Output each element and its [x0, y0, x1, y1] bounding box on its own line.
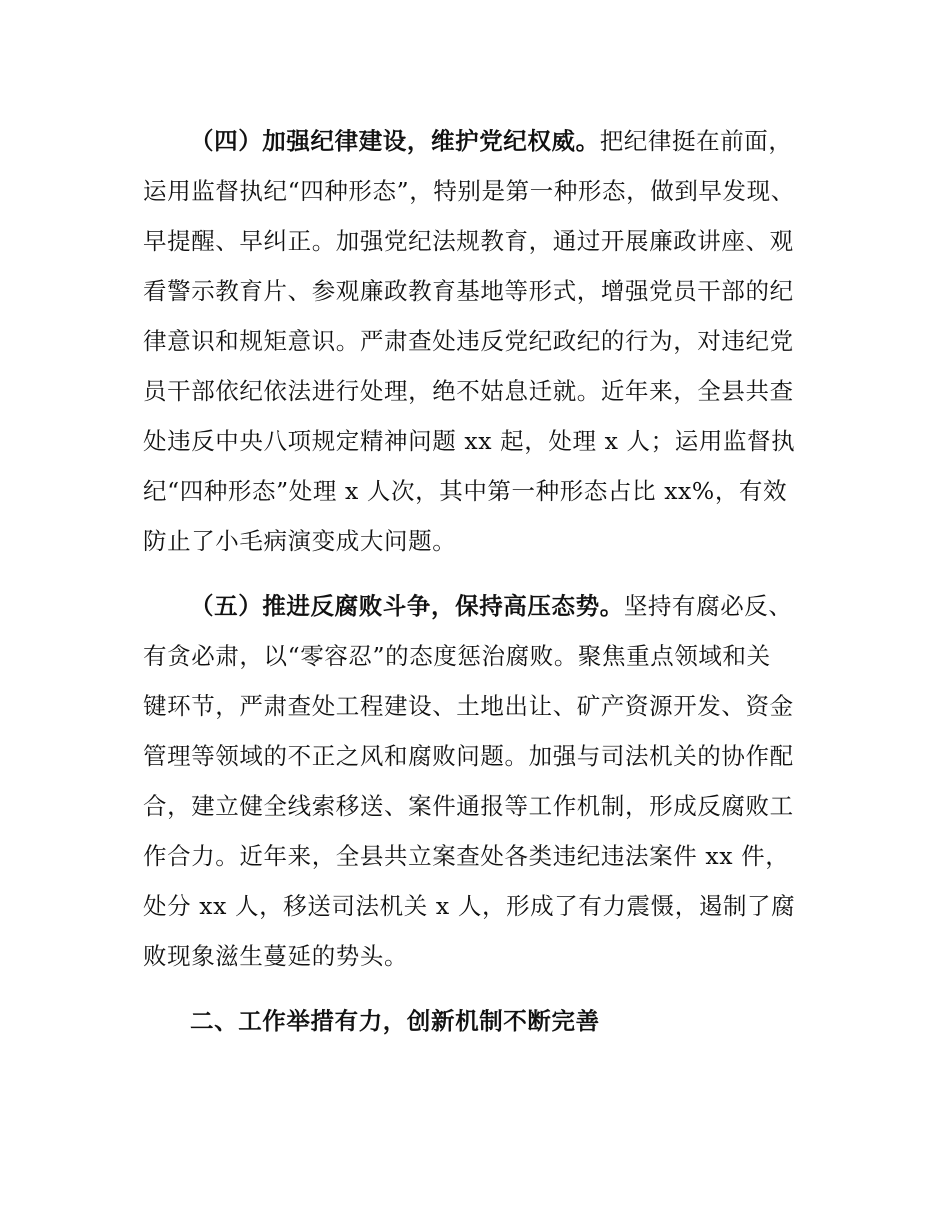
section4-text-line-7: 处违反中央八项规定精神问题 xx 起，处理 x 人；运用监督执: [143, 427, 796, 455]
section5-first-line: [190, 592, 793, 620]
section5-text-line-5: 合，建立健全线索移送、案件通报等工作机制，形成反腐败工: [143, 792, 794, 820]
section4-text-line-3: 早提醒、早纠正。加强党纪法规教育，通过开展廉政讲座、观: [143, 227, 794, 255]
section5-text-line-3: 键环节，严肃查处工程建设、土地出让、矿产资源开发、资金: [143, 692, 794, 720]
section4-text-line-8: 纪“四种形态”处理 x 人次，其中第一种形态占比 xx%，有效: [143, 477, 788, 505]
section4-text-line-9: 防止了小毛病演变成大问题。: [143, 527, 457, 555]
section5-text-line-7: 处分 xx 人，移送司法机关 x 人，形成了有力震慑，遏制了腐: [143, 892, 796, 920]
section4-first-line: [190, 127, 793, 155]
section4-heading: （四）加强纪律建设，维护党纪权威。: [190, 127, 600, 155]
section5-heading: （五）推进反腐败斗争，保持高压态势。: [190, 592, 624, 620]
section4-text-line-2: 运用监督执纪“四种形态”，特别是第一种形态，做到早发现、: [143, 177, 795, 205]
section4-text-line-4: 看警示教育片、参观廉政教育基地等形式，增强党员干部的纪: [143, 277, 794, 305]
section5-text-line-1: 坚持有腐必反、: [623, 592, 793, 620]
section5-text-line-6: 作合力。近年来，全县共立案查处各类违纪违法案件 xx 件，: [143, 842, 790, 870]
section2-heading: 二、工作举措有力，创新机制不断完善: [190, 1007, 600, 1035]
section4-text-line-1: 把纪律挺在前面，: [599, 127, 793, 155]
section5-text-line-2: 有贪必肃，以“零容忍”的态度惩治腐败。聚焦重点领域和关: [143, 642, 771, 670]
section5-text-line-8: 败现象滋生蔓延的势头。: [143, 942, 409, 970]
section4-text-line-5: 律意识和规矩意识。严肃查处违反党纪政纪的行为，对违纪党: [143, 327, 794, 355]
section5-text-line-4: 管理等领域的不正之风和腐败问题。加强与司法机关的协作配: [143, 742, 794, 770]
section4-text-line-6: 员干部依纪依法进行处理，绝不姑息迁就。近年来，全县共查: [143, 377, 794, 405]
